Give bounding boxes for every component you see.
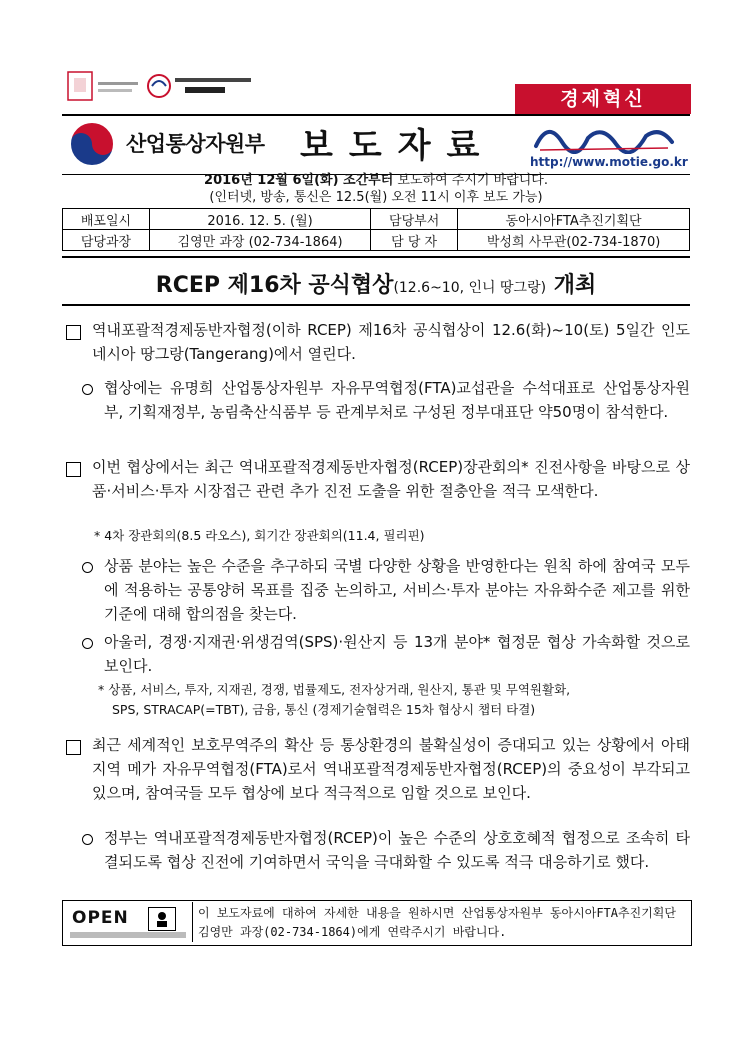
manager-label: 담당과장 xyxy=(63,230,150,251)
checkbox-bullet-icon xyxy=(66,325,81,340)
press-release-title: 보도자료 xyxy=(300,126,496,166)
economic-innovation-tag: 경제혁신 xyxy=(515,84,691,114)
headline-main: RCEP 제16차 공식협상 xyxy=(155,273,394,298)
paragraph-2: 이번 협상에서는 최근 역내포괄적경제동반자협정(RCEP)장관회의* 진전사항을 바탕으로 상품·서비스·투자 시장접근 관련 추가 진전 도출을 위한 절충안을 적극 모색한다. xyxy=(92,458,690,500)
attribution-icon xyxy=(148,907,176,931)
open-label: OPEN xyxy=(72,908,129,928)
release-headline xyxy=(62,268,690,299)
open-license-badge xyxy=(64,902,193,942)
contact-text: 이 보도자료에 대하여 자세한 내용을 원하시면 산업통상자원부 동아시아FTA추진기획단 김영만 과장(02-734-1864)에게 연락주시기 바랍니다. xyxy=(198,906,676,939)
title-rule-bottom xyxy=(62,304,690,306)
paragraph-1a: 협상에는 유명희 산업통상자원부 자유무역협정(FTA)교섭관을 수석대표로 산업통상자원부, 기획재정부, 농림축산식품부 등 관계부처로 구성된 정부대표단 약50명이 참석한다. xyxy=(104,379,690,421)
paragraph-1: 역내포괄적경제동반자협정(이하 RCEP) 제16차 공식협상이 12.6(화)~10(토) 5일간 인도네시아 땅그랑(Tangerang)에서 열린다. xyxy=(92,321,690,363)
embargo-online: (인터넷, 방송, 통신은 12.5(월) 오전 11시 이후 보도 가능) xyxy=(209,190,543,205)
embargo-rest: 보도하여 주시기 바랍니다. xyxy=(393,173,548,188)
embargo-date: 2016년 12월 6일(화) 조간부터 xyxy=(204,173,394,188)
paragraph-2b-note-2: SPS, STRACAP(=TBT), 금융, 통신 (경제기술협력은 15차 협상시 챕터 타결) xyxy=(112,702,536,717)
circle-bullet-icon xyxy=(82,834,93,845)
taegeuk-emblem-icon xyxy=(66,118,118,174)
paragraph-2-note: * 4차 장관회의(8.5 라오스), 회기간 장관회의(11.4, 필리핀) xyxy=(94,528,425,543)
staff-label: 담 당 자 xyxy=(371,230,458,251)
ministry-name: 산업통상자원부 xyxy=(126,132,265,156)
checkbox-bullet-icon xyxy=(66,462,81,477)
info-table xyxy=(62,208,690,251)
dist-label: 배포일시 xyxy=(63,209,150,230)
staff-value: 박성희 사무관(02-734-1870) xyxy=(458,230,690,251)
dept-value: 동아시아FTA추진기획단 xyxy=(458,209,690,230)
dept-label: 담당부서 xyxy=(371,209,458,230)
hope-era-slogan-logo xyxy=(528,118,678,154)
license-caption-bar xyxy=(70,932,186,938)
embargo-notice xyxy=(62,172,690,208)
paragraph-3: 최근 세계적인 보호무역주의 확산 등 통상환경의 불확실성이 증대되고 있는 상황에서 아태 지역 메가 자유무역협정(FTA)로서 역내포괄적경제동반자협정(RCEP)의 중요성이 부각되고 있으며, 참여국들 모두 협상에 보다 적극적으로 임할 것으로 보인다. xyxy=(92,736,690,802)
dist-value: 2016. 12. 5. (월) xyxy=(150,209,371,230)
title-rule-top xyxy=(62,256,690,258)
headline-sub: (12.6~10, 인니 땅그랑) xyxy=(393,280,547,296)
ministry-url[interactable]: http://www.motie.go.kr xyxy=(530,155,688,169)
headline-end: 개최 xyxy=(546,273,597,298)
paragraph-2b-note-1: * 상품, 서비스, 투자, 지재권, 경쟁, 법률제도, 전자상거래, 원산지, 통관 및 무역원활화, xyxy=(98,682,571,697)
paragraph-2a: 상품 분야는 높은 수준을 추구하되 국별 다양한 상황을 반영한다는 원칙 하에 참여국 모두에 적용하는 공통양허 목표를 집중 논의하고, 서비스·투자 분야는 자유화수준 제고를 위한 기준에 대해 합의점을 찾는다. xyxy=(104,557,690,623)
circle-bullet-icon xyxy=(82,384,93,395)
paragraph-3a: 정부는 역내포괄적경제동반자협정(RCEP)이 높은 수준의 상호호혜적 협정으로 조속히 타결되도록 협상 진전에 기여하면서 국익을 극대화할 수 있도록 적극 대응하기로 했다. xyxy=(104,829,690,871)
circle-bullet-icon xyxy=(82,638,93,649)
circle-bullet-icon xyxy=(82,562,93,573)
manager-value: 김영만 과장 (02-734-1864) xyxy=(150,230,371,251)
checkbox-bullet-icon xyxy=(66,740,81,755)
paragraph-2b: 아울러, 경쟁·지재권·위생검역(SPS)·원산지 등 13개 분야* 협정문 협상 가속화할 것으로 보인다. xyxy=(104,633,690,675)
creative-economy-logo xyxy=(145,72,265,100)
